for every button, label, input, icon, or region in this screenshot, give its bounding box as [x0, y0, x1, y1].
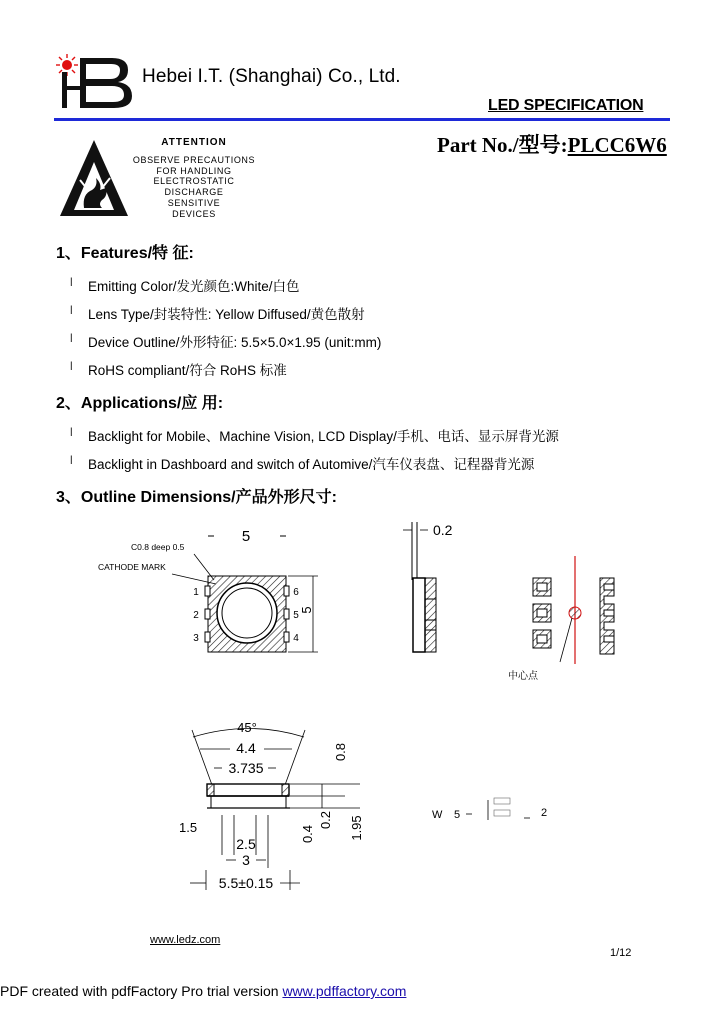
attention-line: ELECTROSTATIC — [153, 176, 235, 187]
attention-line: DEVICES — [172, 208, 216, 219]
pin-label: 1 — [193, 587, 199, 598]
bullet-mark: l — [70, 275, 73, 289]
esd-warning-icon — [58, 138, 130, 218]
dim-25: 2.5 — [236, 836, 256, 852]
spec-title: LED SPECIFICATION — [488, 97, 644, 114]
dim-side-thickness: 0.2 — [433, 522, 453, 538]
cathode-mark-label: CATHODE MARK — [98, 562, 166, 572]
part-number-label: Part No./型号: — [437, 133, 568, 157]
bullet-mark: l — [70, 453, 73, 467]
bullet-mark: l — [70, 359, 73, 373]
side-view — [403, 522, 453, 652]
pin-label: 3 — [193, 633, 199, 644]
company-logo — [54, 52, 134, 110]
logo-hb-mark — [62, 58, 132, 108]
pin-label: 2 — [193, 610, 199, 621]
part-number-value: PLCC6W6 — [567, 133, 667, 157]
dim-top-width: 5 — [241, 528, 251, 545]
outline-heading: 3、Outline Dimensions/产品外形尺寸: — [56, 489, 337, 506]
mark-w: W — [432, 809, 443, 821]
page-number: 1/12 — [610, 947, 632, 959]
bullet-mark: l — [70, 425, 73, 439]
applications-heading: 2、Applications/应 用: — [56, 395, 224, 412]
pin-label: 4 — [293, 633, 299, 644]
dim-top-44: 4.4 — [236, 740, 256, 756]
cross-section-view — [179, 720, 364, 891]
dim-02: 0.2 — [318, 810, 333, 830]
attention-line: SENSITIVE — [167, 197, 221, 208]
part-number — [437, 129, 667, 159]
dim-08: 0.8 — [333, 742, 348, 762]
mark-2: 2 — [541, 807, 548, 819]
list-item-text: RoHS compliant/符合 RoHS 标准 — [88, 363, 287, 378]
bottom-view — [508, 556, 614, 682]
dim-3: 3 — [242, 852, 250, 868]
outline-dimension-drawing — [0, 510, 720, 900]
dim-angle: 45° — [237, 720, 257, 735]
pin-label: 6 — [293, 587, 299, 598]
bullet-mark: l — [70, 331, 73, 345]
header-divider — [54, 118, 670, 121]
dim-height: 5 — [299, 606, 314, 614]
footer-website-link[interactable]: www.ledz.com — [150, 934, 221, 946]
dim-15: 1.5 — [179, 820, 198, 835]
list-item-text: Backlight in Dashboard and switch of Automive/汽车仪表盘、记程器背光源 — [88, 457, 535, 472]
list-item-text: Backlight for Mobile、Machine Vision, LCD Display/手机、电话、显示屏背光源 — [88, 429, 559, 444]
mark-5: 5 — [454, 809, 461, 821]
attention-line: FOR HANDLING — [156, 165, 232, 176]
dim-55: 5.5±0.15 — [218, 875, 274, 891]
center-point-label: 中心点 — [508, 671, 538, 682]
pdf-note-text: PDF created with pdfFactory Pro trial version — [0, 983, 283, 999]
esd-attention-text — [130, 138, 258, 220]
bullet-mark: l — [70, 303, 73, 317]
attention-line: DISCHARGE — [164, 187, 224, 198]
list-item-text: Lens Type/封装特性: Yellow Diffused/黄色散射 — [88, 307, 365, 322]
marking-example — [432, 798, 547, 821]
attention-line: OBSERVE PRECAUTIONS — [132, 154, 256, 165]
pdf-creator-note — [0, 983, 406, 999]
chamfer-note: C0.8 deep 0.5 — [131, 542, 185, 552]
features-heading: 1、Features/特 征: — [56, 245, 194, 262]
top-view — [98, 528, 318, 652]
dim-top-3735: 3.735 — [228, 760, 264, 776]
list-item-text: Emitting Color/发光颜色:White/白色 — [88, 279, 300, 294]
list-item-text: Device Outline/外形特征: 5.5×5.0×1.95 (unit:mm) — [88, 335, 382, 350]
company-name: Hebei I.T. (Shanghai) Co., Ltd. — [142, 66, 401, 87]
dim-04: 0.4 — [300, 824, 315, 844]
pdffactory-link[interactable]: www.pdffactory.com — [282, 983, 407, 999]
pin-label: 5 — [293, 610, 299, 621]
dim-195: 1.95 — [349, 815, 364, 841]
attention-title: ATTENTION — [161, 137, 227, 148]
